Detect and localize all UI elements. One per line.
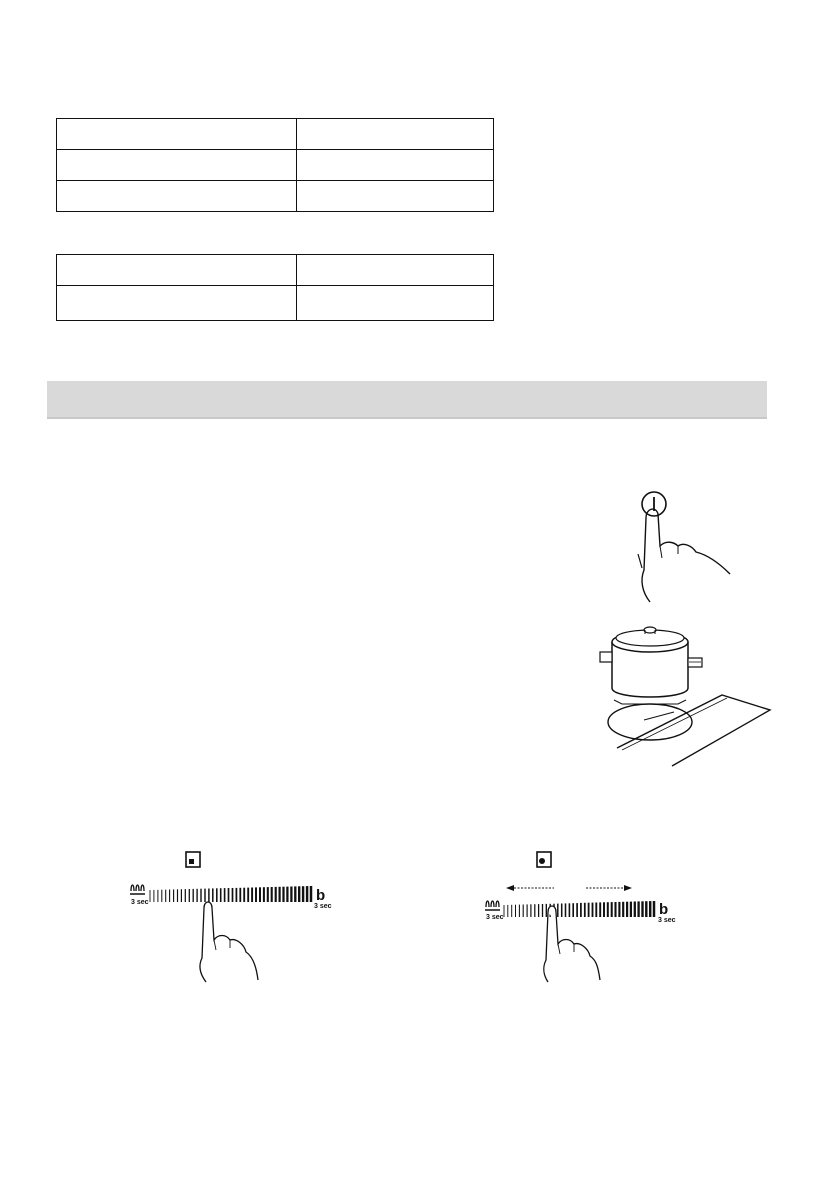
slider-ticks — [150, 886, 311, 902]
table-row — [57, 255, 494, 286]
table-cell — [297, 255, 494, 286]
slider-control — [470, 848, 695, 988]
right-symbol-label: b — [316, 887, 326, 904]
table-2 — [56, 254, 494, 321]
table-cell — [57, 150, 297, 181]
table-row — [57, 119, 494, 150]
slider-slide-illustration — [470, 848, 695, 988]
finger-press-icon — [200, 902, 258, 982]
slider-control — [128, 848, 353, 988]
heat-symbol-icon — [485, 901, 500, 910]
table-cell — [57, 286, 297, 321]
table-cell — [57, 181, 297, 212]
table-row — [57, 181, 494, 212]
slider-ticks — [504, 901, 654, 917]
left-hold-label: 3 sec — [486, 914, 504, 921]
table-cell — [57, 119, 297, 150]
table-cell — [297, 181, 494, 212]
pot-on-cooktop-illustration — [592, 620, 777, 768]
section-heading-bar — [47, 381, 767, 419]
finger-press-icon — [544, 906, 600, 982]
table-1 — [56, 118, 494, 212]
power-button-icon — [620, 484, 750, 609]
right-symbol-label: b — [659, 901, 669, 918]
left-hold-label: 3 sec — [131, 899, 149, 906]
cookware-pot-icon — [592, 620, 777, 768]
right-hold-label: 3 sec — [314, 903, 332, 910]
table-cell — [297, 119, 494, 150]
table-cell — [297, 150, 494, 181]
heat-symbol-icon — [130, 885, 145, 894]
table-cell — [297, 286, 494, 321]
slider-tap-illustration — [128, 848, 353, 988]
table-row — [57, 150, 494, 181]
zone-indicator-icon — [537, 852, 551, 867]
zone-indicator-icon — [186, 852, 200, 867]
slide-arrows-icon — [506, 885, 632, 891]
right-hold-label: 3 sec — [658, 917, 676, 924]
power-press-illustration — [620, 484, 750, 609]
table-cell — [57, 255, 297, 286]
table-row — [57, 286, 494, 321]
